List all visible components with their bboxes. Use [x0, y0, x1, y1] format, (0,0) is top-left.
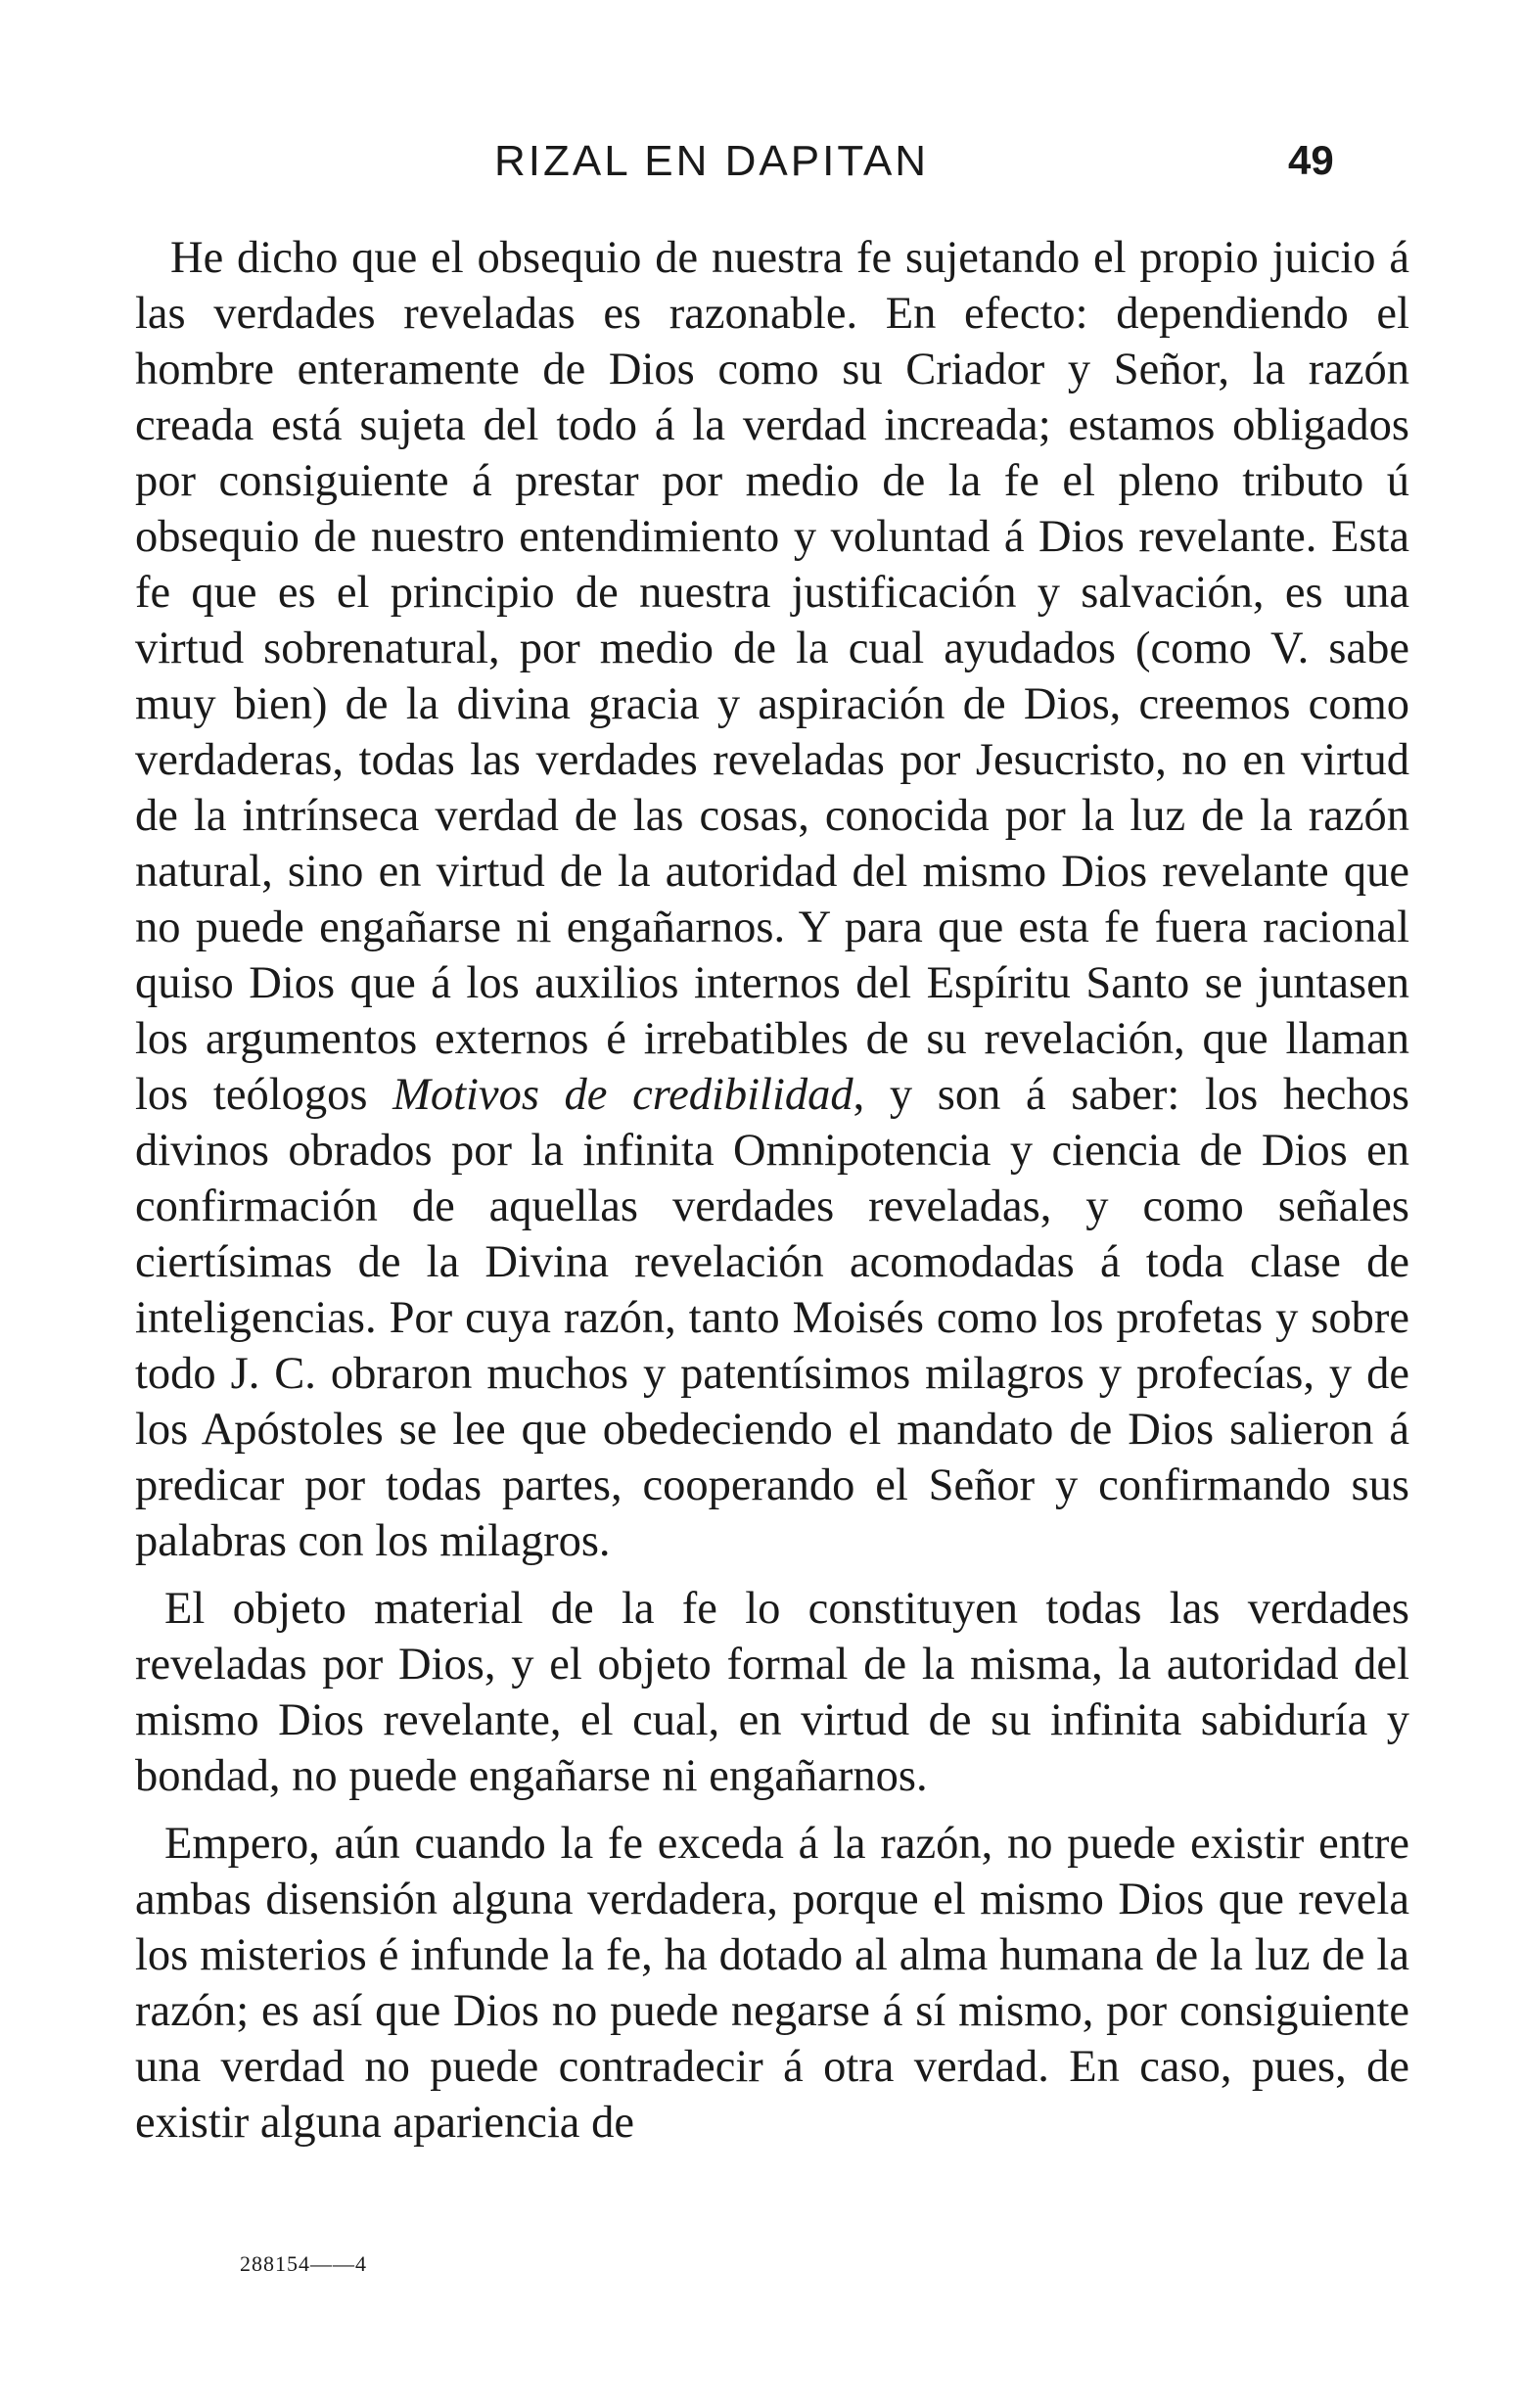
paragraph-1 — [135, 230, 1409, 1569]
italic-term: Motivos de credibilidad — [392, 1070, 853, 1120]
paragraph-2: El objeto material de la fe lo constituyen todas las verdades reveladas por Dios, y el objeto formal de la misma, la autoridad del mismo Dios revelante, el cual, en virtud de su infinita sabiduría y bondad, no puede engañarse ni engañarnos. — [135, 1584, 1409, 1801]
page-number: 49 — [1288, 137, 1334, 183]
paragraph-1-text-cont: , y son á saber: los hechos divinos obrados por la infinita Omnipotencia y ciencia de Dios en confirmación de aquellas verdades reveladas, y como señales ciertísimas de la Divina revelación acomodadas á toda clase de inteligencias. Por cuya razón, tanto Moisés como los profetas y sobre todo J. C. obraron muchos y patentísimos milagros y profecías, y de los Apóstoles se lee que obedeciendo el mandato de Dios salieron á predicar por todas partes, cooperando el Señor y confirmando sus palabras con los milagros. — [135, 1070, 1409, 1566]
printer-signature: 288154——4 — [240, 2251, 367, 2276]
running-title: RIZAL EN DAPITAN — [494, 137, 930, 185]
paragraph-1-text: He dicho que el obsequio de nuestra fe sujetando el propio juicio á las verdades reveladas es razonable. En efecto: dependiendo el hombre enteramente de Dios como su Criador y Señor, la razón creada está sujeta del todo á la verdad increada; estamos obligados por consiguiente á prestar por medio de la fe el pleno tributo ú obsequio de nuestro entendimiento y voluntad á Dios revelante. Esta fe que es el principio de nuestra justificación y salvación, es una virtud sobrenatural, por medio de la cual ayudados (como V. sabe muy bien) de la divina gracia y aspiración de Dios, creemos como verdaderas, todas las verdades reveladas por Jesucristo, no en virtud de la intrínseca verdad de las cosas, conocida por la luz de la razón natural, sino en virtud de la autoridad del mismo Dios revelante que no puede engañarse ni engañarnos. Y para que esta fe fuera racional quiso Dios que á los auxilios internos del Espíritu Santo se juntasen los argumentos externos é irrebatibles de su revelación, que llaman los teólogos — [135, 233, 1409, 1120]
paragraph-3: Empero, aún cuando la fe exceda á la razón, no puede existir entre ambas disensión alguna verdadera, porque el mismo Dios que revela los misterios é infunde la fe, ha dotado al alma humana de la luz de la razón; es así que Dios no puede negarse á sí mismo, por consiguiente una verdad no puede contradecir á otra verdad. En caso, pues, de existir alguna apariencia de — [135, 1819, 1409, 2148]
body-text — [135, 230, 1409, 2162]
running-head — [0, 137, 1522, 196]
